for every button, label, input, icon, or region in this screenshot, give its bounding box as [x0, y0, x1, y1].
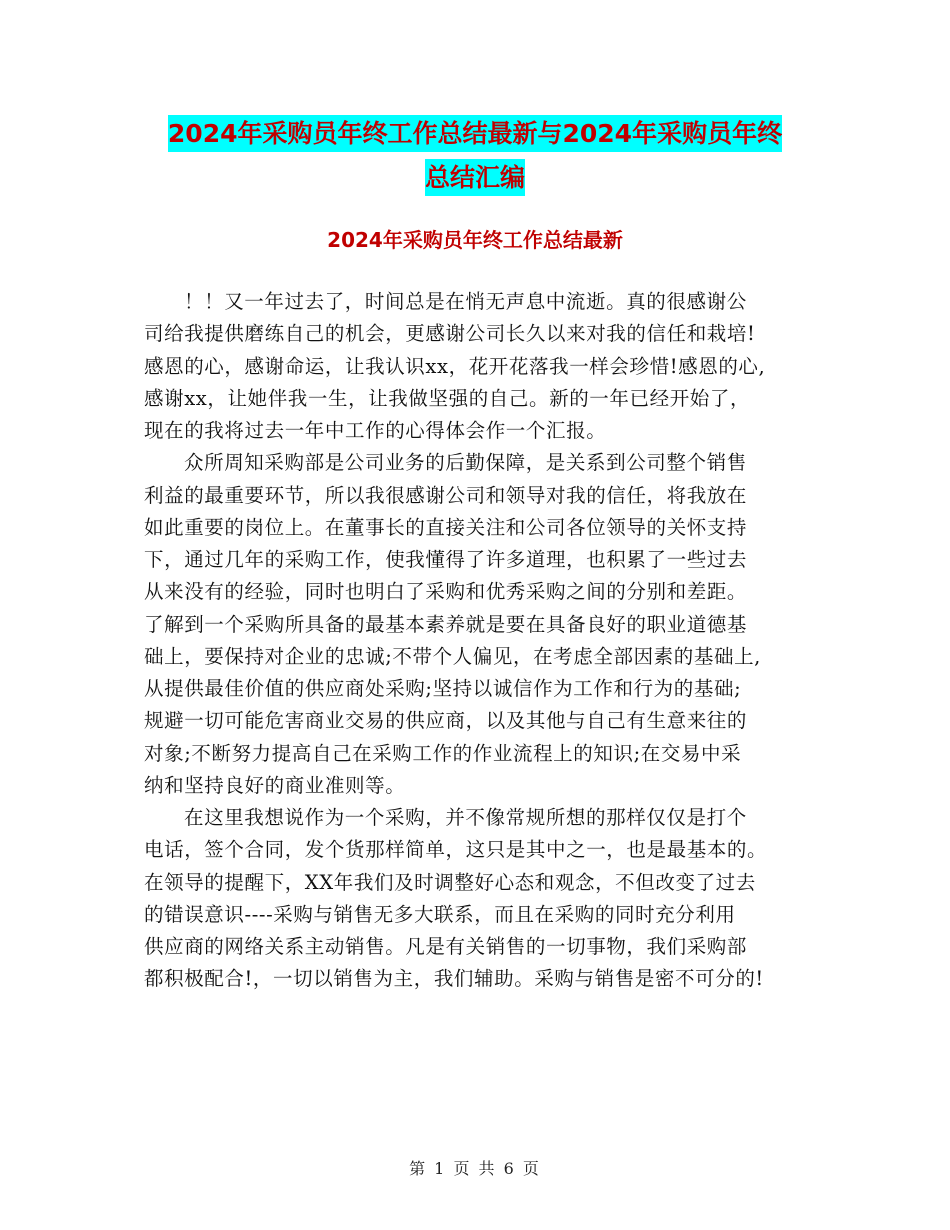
text-line: 了解到一个采购所具备的最基本素养就是要在具备良好的职业道德基	[144, 612, 748, 636]
text-line: 感恩的心，感谢命运，让我认识xx，花开花落我一样会珍惜!感恩的心,	[144, 354, 766, 378]
text-line: 如此重要的岗位上。在董事长的直接关注和公司各位领导的关怀支持	[144, 515, 748, 539]
document-title-line1	[0, 114, 950, 150]
text-line: 对象;不断努力提高自己在采购工作的作业流程上的知识;在交易中采	[144, 741, 742, 765]
text-line: 下，通过几年的采购工作，使我懂得了许多道理，也积累了一些过去	[144, 548, 748, 571]
text-line: 感谢xx，让她伴我一生，让我做坚强的自己。新的一年已经开始了，	[144, 386, 751, 410]
text-line: 规避一切可能危害商业交易的供应商，以及其他与自己有生意来往的	[144, 709, 748, 733]
body-text	[144, 286, 844, 996]
document-title-line2	[0, 158, 950, 194]
text-line: 的错误意识----采购与销售无多大联系，而且在采购的同时充分利用	[144, 902, 736, 926]
page-footer: 第 1 页 共 6 页	[409, 1159, 541, 1178]
text-line: 利益的最重要环节，所以我很感谢公司和领导对我的信任，将我放在	[144, 483, 748, 507]
text-line: 从来没有的经验，同时也明白了采购和优秀采购之间的分别和差距。	[144, 580, 748, 604]
text-line: 础上，要保持对企业的忠诚;不带个人偏见，在考虑全部因素的基础上,	[144, 644, 761, 668]
text-line: 司给我提供磨练自己的机会，更感谢公司长久以来对我的信任和栽培!	[144, 322, 756, 346]
text-line: ！！又一年过去了，时间总是在悄无声息中流逝。真的很感谢公	[184, 290, 747, 313]
document-title-text2: 总结汇编	[425, 159, 525, 196]
text-line: 在领导的提醒下，XX年我们及时调整好心态和观念，不但改变了过去	[144, 870, 756, 894]
text-line: 在这里我想说作为一个采购，并不像常规所想的那样仅仅是打个	[184, 806, 747, 829]
document-title-text1: 2024年采购员年终工作总结最新与2024年采购员年终	[168, 115, 782, 152]
text-line: 都积极配合!，一切以销售为主，我们辅助。采购与销售是密不可分的!	[144, 967, 764, 991]
text-line: 电话，签个合同，发个货那样简单，这只是其中之一，也是最基本的。	[144, 838, 768, 862]
text-line: 众所周知采购部是公司业务的后勤保障，是关系到公司整个销售	[184, 451, 747, 475]
text-line: 从提供最佳价值的供应商处采购;坚持以诚信作为工作和行为的基础;	[144, 677, 742, 700]
text-line: 供应商的网络关系主动销售。凡是有关销售的一切事物，我们采购部	[144, 935, 748, 958]
text-line: 纳和坚持良好的商业准则等。	[144, 773, 406, 797]
text-line: 现在的我将过去一年中工作的心得体会作一个汇报。	[144, 419, 607, 442]
section-heading: 2024年采购员年终工作总结最新	[327, 228, 623, 252]
